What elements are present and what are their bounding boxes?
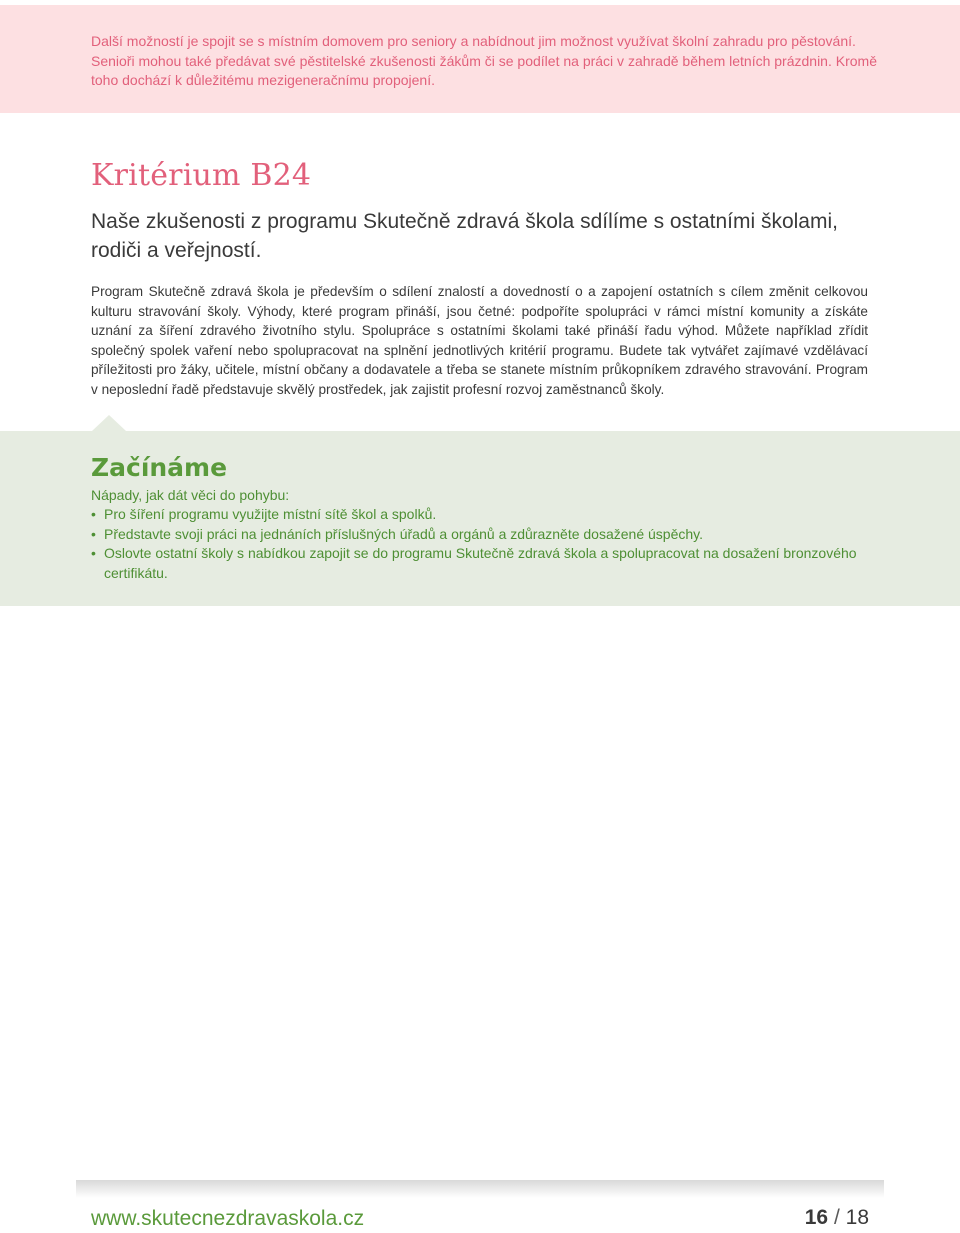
footer-divider (76, 1180, 884, 1198)
criterion-body: Program Skutečně zdravá škola je především o sdílení znalostí a dovedností o a zapojení ostatních s cílem změnit celkovou kulturu stravování školy. Výhody, které program přináší, jsou četné: podpoříte spolupráci v rámci místní komunity a získáte uznání za šíření zdravého životního stylu. Spolupráce s ostatními školami také přináší řadu výhod. Můžete například zřídit společný spolek vaření nebo spolupracovat na splnění jednotlivých kritérií programu. Budete tak vytvářet zajímavé vzdělávací příležitosti pro žáky, učitele, místní občany a dodavatele a třeba se stanete místním průkopníkem zdravého stravování. Program v neposlední řadě představuje skvělý prostředek, jak zajistit profesní rozvoj zaměstnanců školy. (91, 284, 868, 397)
website-link[interactable]: www.skutecnezdravaskola.cz (91, 1207, 365, 1230)
tip-item (91, 544, 881, 583)
intro-text: Další možností je spojit se s místním domovem pro seniory a nabídnout jim možnost využívat školní zahradu pro pěstování. Senioři mohou také předávat své pěstitelské zkušenosti žákům či se podílet na práci v zahradě během letních prázdnin. Kromě toho dochází k důležitému mezigeneračnímu propojení. (91, 33, 877, 88)
getting-started-lead: Nápady, jak dát věci do pohybu: (91, 487, 290, 503)
tip-item (91, 505, 881, 525)
page-current: 16 (804, 1206, 829, 1229)
page-total: 18 (845, 1206, 869, 1229)
bullet: • (91, 506, 96, 522)
bullet: • (91, 545, 96, 561)
getting-started-heading: Začínáme (91, 453, 228, 482)
tip-item (91, 525, 881, 545)
panel-notch (92, 415, 126, 431)
page-number (805, 1206, 869, 1230)
tip-text: Představte svoji práci na jednáních příslušných úřadů a orgánů a zdůrazněte dosažené úspěchy. (104, 525, 703, 542)
tips-list (91, 505, 881, 583)
criterion-subtitle: Naše zkušenosti z programu Skutečně zdravá škola sdílíme s ostatními školami, rodiči a veřejností. (91, 210, 838, 262)
intro-callout (0, 5, 960, 113)
tip-text: Pro šíření programu využijte místní sítě škol a spolků. (104, 506, 437, 522)
criterion-title: Kritérium B24 (91, 158, 312, 193)
bullet: • (91, 525, 96, 542)
page-separator: / (833, 1206, 840, 1229)
tip-text: Oslovte ostatní školy s nabídkou zapojit se do programu Skutečně zdravá škola a spolupracovat na dosažení bronzového certifikátu. (104, 545, 857, 581)
